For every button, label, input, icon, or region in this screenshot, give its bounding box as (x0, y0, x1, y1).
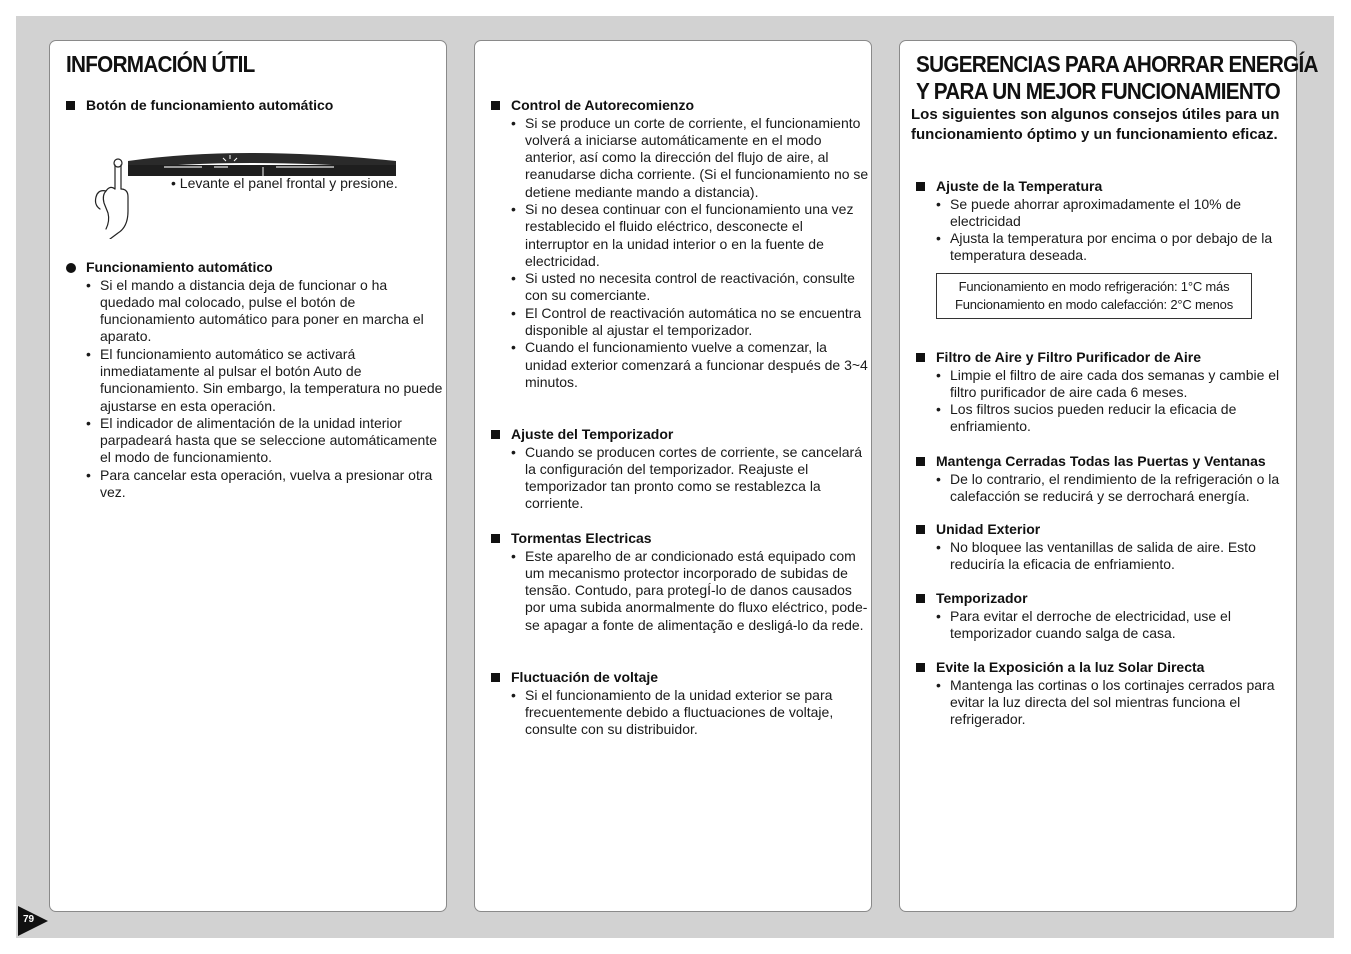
list-item: • El funcionamiento automático se activará inmediatamente al pulsar el botón Auto de funcionamiento. Sin embargo, la temperatura no puede ajustarse en esta operación. (86, 345, 443, 414)
restart-info-panel (474, 40, 872, 912)
section-heading: Temporizador (916, 590, 1294, 608)
square-bullet-icon (916, 182, 925, 191)
list-item: • No bloquee las ventanillas de salida de aire. Esto reduciría la eficacia de enfriamiento. (936, 538, 1256, 572)
storms-section (491, 530, 869, 634)
square-bullet-icon (491, 101, 500, 110)
list-item: • Si el funcionamiento de la unidad exterior se para frecuentemente debido a fluctuaciones de voltaje, consulte con su distribuidor. (511, 686, 834, 738)
list-item: • Para cancelar esta operación, vuelva a presionar otra vez. (86, 466, 433, 501)
square-bullet-icon (916, 525, 925, 534)
section-heading: Filtro de Aire y Filtro Purificador de Aire (916, 349, 1294, 367)
list-item: • Cuando se producen cortes de corriente, se cancelará la configuración del temporizador. Reajuste el temporizador tan pronto como se restablezca la corriente. (511, 443, 862, 512)
bullet-list (916, 196, 1294, 265)
section-heading: Control de Autorecomienzo (491, 97, 869, 115)
list-item: • El Control de reactivación automática no se encuentra disponible al ajustar el temporizador. (511, 304, 862, 339)
square-bullet-icon (491, 430, 500, 439)
square-bullet-icon (916, 353, 925, 362)
square-bullet-icon (491, 673, 500, 682)
list-item: • Los filtros sucios pueden reducir la eficacia de enfriamiento. (936, 401, 1237, 435)
bullet-list (491, 687, 869, 739)
square-bullet-icon (916, 663, 925, 672)
useful-info-panel (49, 40, 447, 912)
bullet-list (916, 471, 1294, 506)
bullet-list (916, 677, 1294, 729)
bullet-list (916, 608, 1294, 643)
tips-title-line2: Y PARA UN MEJOR FUNCIONAMIENTO (916, 78, 1281, 104)
bullet-list (491, 548, 869, 634)
list-item: • De lo contrario, el rendimiento de la refrigeración o la calefacción se reducirá y se derrochará energía. (936, 470, 1280, 504)
list-item: • Para evitar el derroche de electricidad, use el temporizador cuando salga de casa. (936, 607, 1231, 641)
auto-button-section (66, 97, 444, 115)
square-bullet-icon (916, 594, 925, 603)
auto-restart-section (491, 97, 869, 391)
tips-intro: Los siguientes son algunos consejos útiles para un funcionamiento óptimo y un funcionamiento eficaz. (911, 106, 1280, 143)
section-heading: Evite la Exposición a la luz Solar Directa (916, 659, 1294, 677)
section-heading: Ajuste de la Temperatura (916, 178, 1294, 196)
section-heading: Unidad Exterior (916, 521, 1294, 539)
section-heading: Funcionamiento automático (66, 259, 444, 277)
air-filter-section (916, 349, 1294, 436)
square-bullet-icon (491, 534, 500, 543)
square-bullet-icon (66, 101, 75, 110)
doors-windows-section (916, 453, 1294, 505)
outdoor-unit-section (916, 521, 1294, 573)
list-item: • El indicador de alimentación de la unidad interior parpadeará hasta que se seleccione automáticamente el modo de funcionamiento. (86, 414, 437, 466)
list-item: • Si se produce un corte de corriente, el funcionamiento volverá a iniciarse automáticamente en el modo anterior, así como la dirección del flujo de aire, al reanudarse dicha corriente. (Si el funcionamiento no se detiene mediante mando a distancia). (511, 114, 869, 200)
list-item: • Ajusta la temperatura por encima o por debajo de la temperatura deseada. (936, 230, 1273, 264)
section-heading: Tormentas Electricas (491, 530, 869, 548)
round-bullet-icon (66, 263, 76, 273)
list-item: • Este aparelho de ar condicionado está equipado com um mecanismo protector incorporado de subidas de tensão. Contudo, para protegÍ-lo de danos causados por uma subida anormalmente do fluxo eléctrico, pode-se apagar a fonte de alimentação e desligá-lo da rede. (511, 547, 868, 633)
list-item: • Se puede ahorrar aproximadamente el 10% de electricidad (936, 195, 1242, 229)
page-number: 79 (23, 914, 35, 925)
voltage-section (491, 669, 869, 738)
timer-tip-section (916, 590, 1294, 642)
hand-pressing-panel-icon (90, 149, 410, 239)
section-heading: Botón de funcionamiento automático (66, 97, 444, 115)
auto-button-illustration (90, 149, 410, 239)
list-item: • Cuando el funcionamiento vuelve a comenzar, la unidad exterior comenzará a funcionar después de 3~4 minutos. (511, 339, 868, 390)
list-item: • Si no desea continuar con el funcionamiento una vez restablecido el fluido eléctrico, desconecte el interruptor en la unidad interior o en la fuente de electricidad. (511, 200, 854, 269)
timer-setting-section (491, 426, 869, 513)
temperature-section (916, 178, 1294, 265)
page-title: INFORMACIÓN ÚTIL (66, 51, 255, 77)
list-item: • Mantenga las cortinas o los cortinajes cerrados para evitar la luz directa del sol mientras funciona el refrigerador. (936, 676, 1275, 728)
bullet-list (491, 115, 869, 392)
bullet-list (66, 277, 444, 502)
tips-title-line1: SUGERENCIAS PARA AHORRAR ENERGÍA (916, 51, 1318, 77)
bullet-list (916, 367, 1294, 436)
bullet-list (916, 539, 1294, 574)
list-item: • Si usted no necesita control de reactivación, consulte con su comerciante. (511, 270, 855, 304)
section-heading: Mantenga Cerradas Todas las Puertas y Ventanas (916, 453, 1294, 471)
square-bullet-icon (916, 457, 925, 466)
temperature-offset-box: Funcionamiento en modo refrigeración: 1°C más Funcionamiento en modo calefacción: 2°C menos (936, 273, 1252, 319)
bullet-list (491, 444, 869, 513)
auto-mode-section (66, 259, 444, 501)
section-heading: Ajuste del Temporizador (491, 426, 869, 444)
figure-caption: • Levante el panel frontal y presione. (171, 175, 398, 191)
energy-tips-panel (899, 40, 1318, 912)
list-item: • Limpie el filtro de aire cada dos semanas y cambie el filtro purificador de aire cada 6 meses. (936, 366, 1280, 400)
page-number-tab (18, 906, 48, 936)
list-item: • Si el mando a distancia deja de funcionar o ha quedado mal colocado, pulse el botón de funcionamiento automático para poner en marcha el aparato. (86, 276, 424, 345)
page-background (16, 16, 1334, 938)
section-heading: Fluctuación de voltaje (491, 669, 869, 687)
sunlight-section (916, 659, 1294, 728)
